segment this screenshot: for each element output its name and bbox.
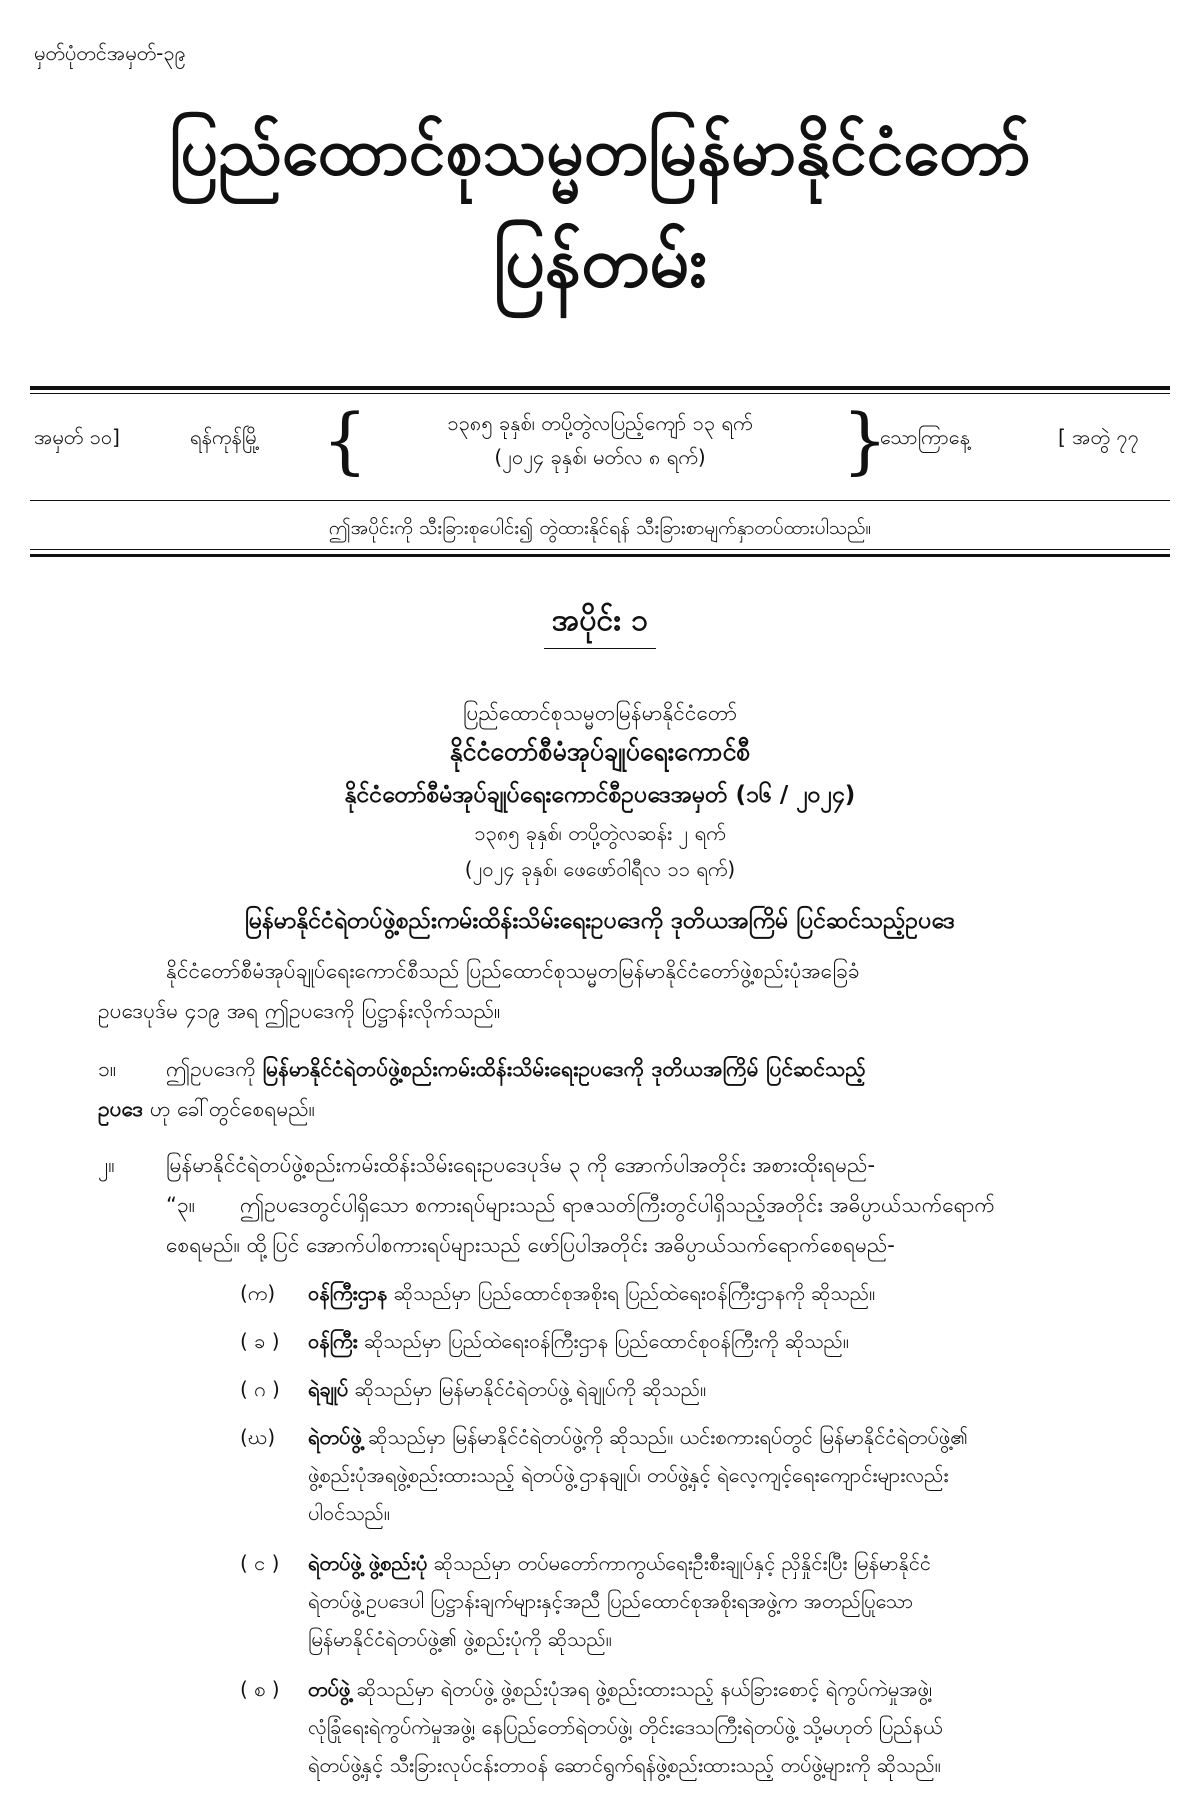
gazette-state-title: ပြည်ထောင်စုသမ္မတမြန်မာနိုင်ငံတော်: [169, 113, 1031, 190]
gazette-subtitle: ပြန်တမ်း: [493, 221, 707, 303]
definition-text: ဆိုသည်မှာ တပ်မတော်ကာကွယ်ရေးဦးစီးချုပ်နှင့် ညှိနှိုင်းပြီး မြန်မာနိုင်ငံ: [433, 1551, 932, 1575]
notice-rule-thick: [30, 554, 1170, 557]
definition-term: ရဲတပ်ဖွဲ့: [308, 1425, 362, 1449]
definition-item: [240, 1328, 849, 1358]
definition-continuation: ဖွဲ့စည်းပုံအရဖွဲ့စည်းထားသည့် ရဲတပ်ဖွဲ့ဌာနချုပ်၊ တပ်ဖွဲ့နှင့် ရဲလေ့ကျင့်ရေးကျောင်းများလည်း: [308, 1463, 949, 1487]
definition-letter: ( င ): [240, 1551, 280, 1575]
definition-letter: ( စ ): [240, 1677, 280, 1701]
section-3-line-1: ဤဥပဒေတွင်ပါရှိသော စကားရပ်များသည် ရာဇသတ်ကြီးတွင်ပါရှိသည့်အတိုင်း အဓိပ္ပာယ်သက်ရောက်: [240, 1193, 995, 1217]
section-1-law-name: မြန်မာနိုင်ငံရဲတပ်ဖွဲ့စည်းကမ်းထိန်းသိမ်းရေးဥပဒေကို ဒုတိယအကြိမ် ပြင်ဆင်သည့်: [262, 1057, 866, 1081]
section-1-tail: ဟု ခေါ်တွင်စေရမည်။: [149, 1097, 315, 1121]
right-brace: }: [842, 398, 888, 482]
definition-continuation: မြန်မာနိုင်ငံရဲတပ်ဖွဲ့၏ ဖွဲ့စည်းပုံကို ဆိုသည်။: [308, 1627, 612, 1651]
section-3-number: “၃။: [166, 1193, 196, 1217]
definition-term: ဝန်ကြီး: [308, 1329, 358, 1353]
issue-weekday: သောကြာနေ့: [880, 425, 970, 449]
definition-continuation: ရဲတပ်ဖွဲ့နှင့် သီးခြားလုပ်ငန်းတာဝန် ဆောင်ရွက်ရန်ဖွဲ့စည်းထားသည့် တပ်ဖွဲ့များကို ဆိုသည်။: [308, 1753, 941, 1777]
definition-term: ရဲတပ်ဖွဲ့ ဖွဲ့စည်းပုံ: [308, 1551, 428, 1575]
definition-item: [240, 1676, 932, 1706]
definition-letter: ( ဂ ): [240, 1377, 280, 1401]
left-brace: {: [322, 398, 368, 482]
definition-continuation: လုံခြုံရေးရဲကွပ်ကဲမှုအဖွဲ့၊ နေပြည်တော်ရဲတပ်ဖွဲ့၊ တိုင်းဒေသကြီးရဲတပ်ဖွဲ့ သို့မဟုတ် ပြည်နယ်: [308, 1715, 943, 1739]
definition-continuation: ပါဝင်သည်။: [308, 1501, 390, 1525]
law-number: နိုင်ငံတော်စီမံအုပ်ချုပ်ရေးကောင်စီဥပဒေအမှတ် (၁၆ / ၂၀၂၄): [344, 782, 856, 808]
definition-text: ဆိုသည်မှာ ပြည်ထောင်စုအစိုးရ ပြည်ထဲရေးဝန်ကြီးဌာနကို ဆိုသည်။: [393, 1281, 876, 1305]
notice-rule-thin: [30, 549, 1170, 550]
section-2-text: မြန်မာနိုင်ငံရဲတပ်ဖွဲ့စည်းကမ်းထိန်းသိမ်းရေးဥပဒေပုဒ်မ ၃ ကို အောက်ပါအတိုင်း အစားထိုးရမည်-: [166, 1153, 876, 1177]
definition-continuation: ရဲတပ်ဖွဲ့ဥပဒေပါ ပြဋ္ဌာန်းချက်များနှင့်အညီ ပြည်ထောင်စုအစိုးရအဖွဲ့က အတည်ပြုသော: [308, 1589, 914, 1613]
definition-letter: (ဃ): [240, 1425, 276, 1449]
top-rule-thick: [30, 386, 1170, 390]
definition-item: [240, 1550, 931, 1580]
law-council-name: နိုင်ငံတော်စီမံအုပ်ချုပ်ရေးကောင်စီ: [449, 737, 751, 766]
section-1-line-1: [166, 1056, 866, 1087]
section-1-number: ၁။: [98, 1057, 117, 1081]
law-title: မြန်မာနိုင်ငံရဲတပ်ဖွဲ့စည်းကမ်းထိန်းသိမ်းရေးဥပဒေကို ဒုတိယအကြိမ် ပြင်ဆင်သည့်ဥပဒေ: [245, 908, 955, 934]
law-date-western: (၂၀၂၄ ခုနှစ်၊ ဖေဖော်ဝါရီလ ၁၁ ရက်): [464, 857, 736, 881]
issue-date-myanmar: ၁၃၈၅ ခုနှစ်၊ တပို့တွဲလပြည့်ကျော် ၁၃ ရက်: [447, 411, 753, 435]
section-1-line-2: [98, 1096, 315, 1127]
definition-term: ဝန်ကြီးဌာန: [308, 1281, 388, 1305]
definition-text: ဆိုသည်မှာ ရဲတပ်ဖွဲ့ ဖွဲ့စည်းပုံအရ ဖွဲ့စည်းထားသည့် နယ်ခြားစောင့် ရဲကွပ်ကဲမှုအဖွဲ့၊: [356, 1677, 933, 1701]
definition-term: ရဲချုပ်: [308, 1377, 349, 1401]
section-2-number: ၂။: [98, 1153, 115, 1177]
definition-letter: (က): [240, 1281, 276, 1305]
definition-item: [240, 1280, 875, 1310]
top-rule-thin: [30, 393, 1170, 394]
definition-text: ဆိုသည်မှာ မြန်မာနိုင်ငံရဲတပ်ဖွဲ့ ရဲချုပ်ကို ဆိုသည်။: [354, 1377, 707, 1401]
separate-binding-notice: ဤအပိုင်းကို သီးခြားစုပေါင်း၍ တွဲထားနိုင်ရန် သီးခြားစာမျက်နှာတပ်ထားပါသည်။: [328, 517, 872, 539]
part-heading: အပိုင်း ၁: [551, 603, 649, 638]
preamble-line-2: ဥပဒေပုဒ်မ ၄၁၉ အရ ဤဥပဒေကို ပြဋ္ဌာန်းလိုက်သည်။: [98, 999, 501, 1023]
section-3-line-2: စေရမည်။ ထို့ပြင် အောက်ပါစကားရပ်များသည် ဖော်ပြပါအတိုင်း အဓိပ္ပာယ်သက်ရောက်စေရမည်-: [166, 1233, 895, 1257]
issue-volume: [ အတွဲ ၇၇: [1058, 425, 1139, 449]
section-1-law-name-end: ဥပဒေ: [98, 1097, 144, 1121]
issue-city: ရန်ကုန်မြို့: [190, 425, 260, 449]
definition-text: ဆိုသည်မှာ ပြည်ထဲရေးဝန်ကြီးဌာန ပြည်ထောင်စုဝန်ကြီးကို ဆိုသည်။: [363, 1329, 849, 1353]
preamble-line-1: နိုင်ငံတော်စီမံအုပ်ချုပ်ရေးကောင်စီသည် ပြည်ထောင်စုသမ္မတမြန်မာနိုင်ငံတော်ဖွဲ့စည်းပုံအခြေခံ: [166, 959, 860, 983]
law-date-myanmar: ၁၃၈၅ ခုနှစ်၊ တပို့တွဲလဆန်း ၂ ရက်: [474, 821, 726, 845]
issue-date-western: (၂၀၂၄ ခုနှစ်၊ မတ်လ ၈ ရက်): [494, 445, 706, 469]
section-1-lead: ဤဥပဒေကို: [166, 1057, 256, 1081]
issue-number: အမှတ် ၁၀]: [34, 425, 120, 449]
issue-rule-bottom: [30, 500, 1170, 501]
part-underline: [544, 648, 656, 649]
definition-term: တပ်ဖွဲ့: [308, 1677, 351, 1701]
registration-number: မှတ်ပုံတင်အမှတ်-၃၉: [34, 41, 186, 65]
definition-item: [240, 1376, 706, 1406]
definition-item: [240, 1424, 968, 1454]
law-state-name: ပြည်ထောင်စုသမ္မတမြန်မာနိုင်ငံတော်: [462, 701, 737, 725]
definition-text: ဆိုသည်မှာ မြန်မာနိုင်ငံရဲတပ်ဖွဲ့ကို ဆိုသည်။ ယင်းစကားရပ်တွင် မြန်မာနိုင်ငံရဲတပ်ဖွဲ့၏: [368, 1425, 969, 1449]
definition-letter: ( ခ ): [240, 1329, 280, 1353]
